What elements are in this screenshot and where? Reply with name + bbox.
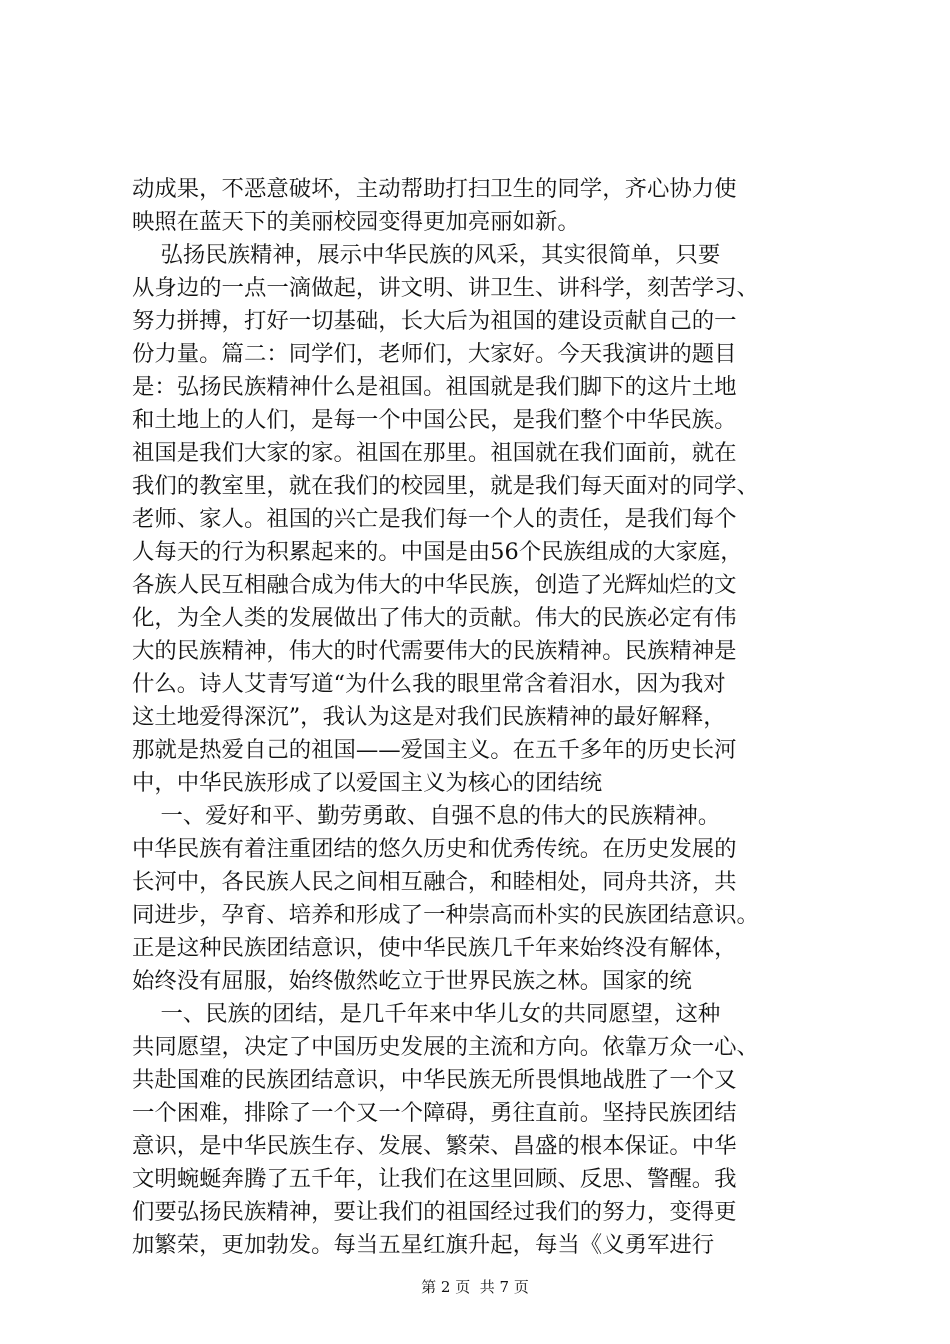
text-line: 一个困难，排除了一个又一个障碍，勇往直前。坚持民族团结 xyxy=(132,1100,737,1126)
text-line: 是：弘扬民族精神什么是祖国。祖国就是我们脚下的这片土地 xyxy=(132,374,737,400)
text-line: 正是这种民族团结意识，使中华民族几千年来始终没有解体， xyxy=(132,935,737,961)
text-line: 人每天的行为积累起来的。中国是由56个民族组成的大家庭， xyxy=(132,539,743,565)
text-line: 长河中，各民族人民之间相互融合，和睦相处，同舟共济，共 xyxy=(132,869,737,895)
text-line: 大的民族精神，伟大的时代需要伟大的民族精神。民族精神是 xyxy=(132,638,737,664)
text-line: 这土地爱得深沉”，我认为这是对我们民族精神的最好解释， xyxy=(132,704,726,730)
text-line: 祖国是我们大家的家。祖国在那里。祖国就在我们面前，就在 xyxy=(132,440,737,466)
text-line: 中，中华民族形成了以爱国主义为核心的团结统 xyxy=(132,770,603,796)
text-line: 份力量。篇二：同学们，老师们，大家好。今天我演讲的题目 xyxy=(132,341,737,367)
text-line: 动成果，不恶意破坏，主动帮助打扫卫生的同学，齐心协力使 xyxy=(132,176,737,202)
text-line: 文明蜿蜒奔腾了五千年，让我们在这里回顾、反思、警醒。我 xyxy=(132,1166,737,1192)
text-line: 们要弘扬民族精神，要让我们的祖国经过我们的努力，变得更 xyxy=(132,1199,737,1225)
page-footer: 第 2 页 共 7 页 xyxy=(421,1278,529,1296)
text-line: 我们的教室里，就在我们的校园里，就是我们每天面对的同学、 xyxy=(132,473,759,499)
text-line: 中华民族有着注重团结的悠久历史和优秀传统。在历史发展的 xyxy=(132,836,737,862)
text-line: 那就是热爱自己的祖国——爱国主义。在五千多年的历史长河 xyxy=(132,737,737,763)
text-line: 各族人民互相融合成为伟大的中华民族，创造了光辉灿烂的文 xyxy=(132,572,737,598)
body-text xyxy=(132,173,842,1262)
text-line: 老师、家人。祖国的兴亡是我们每一个人的责任，是我们每个 xyxy=(132,506,737,532)
text-line: 一、民族的团结，是几千年来中华儿女的共同愿望，这种 xyxy=(132,1001,721,1027)
text-line: 一、爱好和平、勤劳勇敢、自强不息的伟大的民族精神。 xyxy=(132,803,721,829)
text-line: 同进步，孕育、培养和形成了一种崇高而朴实的民族团结意识。 xyxy=(132,902,759,928)
text-line: 始终没有屈服，始终傲然屹立于世界民族之林。国家的统 xyxy=(132,968,692,994)
text-line: 意识，是中华民族生存、发展、繁荣、昌盛的根本保证。中华 xyxy=(132,1133,737,1159)
text-line: 努力拼搏，打好一切基础，长大后为祖国的建设贡献自己的一 xyxy=(132,308,737,334)
text-line: 什么。诗人艾青写道“为什么我的眼里常含着泪水，因为我对 xyxy=(132,671,726,697)
text-line: 和土地上的人们，是每一个中国公民，是我们整个中华民族。 xyxy=(132,407,737,433)
text-line: 加繁荣，更加勃发。每当五星红旗升起，每当《义勇军进行 xyxy=(132,1232,715,1258)
text-line: 映照在蓝天下的美丽校园变得更加亮丽如新。 xyxy=(132,209,580,235)
text-line: 从身边的一点一滴做起，讲文明、讲卫生、讲科学，刻苦学习、 xyxy=(132,275,759,301)
text-line: 共赴国难的民族团结意识，中华民族无所畏惧地战胜了一个又 xyxy=(132,1067,737,1093)
text-line: 化，为全人类的发展做出了伟大的贡献。伟大的民族必定有伟 xyxy=(132,605,737,631)
text-line: 共同愿望，决定了中国历史发展的主流和方向。依靠万众一心、 xyxy=(132,1034,759,1060)
text-line: 弘扬民族精神，展示中华民族的风采，其实很简单，只要 xyxy=(132,242,721,268)
